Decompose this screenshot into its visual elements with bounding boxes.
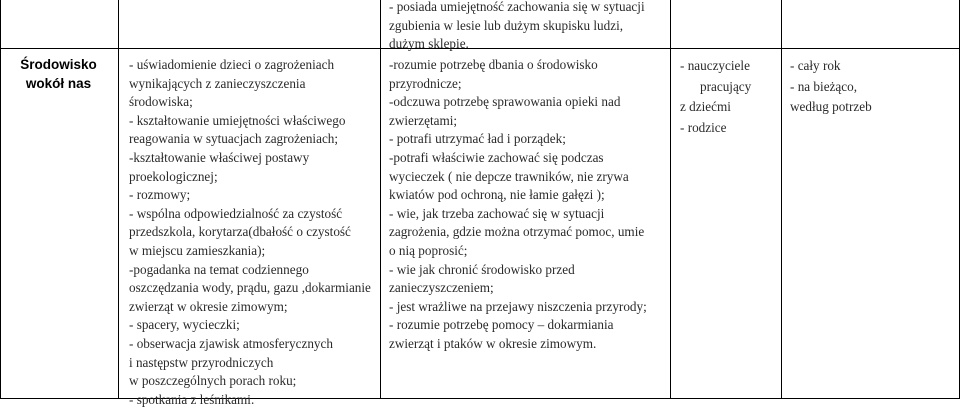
text-line: -pogadanka na temat codziennego: [129, 261, 309, 277]
text-line: zanieczyszczeniem;: [389, 280, 494, 296]
text-line: kwiatów pod ochroną, nie łamie gałęzi );: [389, 187, 605, 203]
text-line: zwierząt i ptaków w okresie zimowym.: [389, 335, 597, 351]
text-line: - kształtowanie umiejętności właściwego: [129, 112, 346, 128]
text-line: - posiada umiejętność zachowania się w sytuacji: [389, 0, 645, 14]
outcomes-cell: [389, 56, 664, 354]
text-line: proekologicznej;: [129, 168, 218, 184]
text-line: - obserwacja zjawisk atmosferycznych: [129, 335, 333, 351]
text-line: - rozumie potrzebę pomocy – dokarmiania: [389, 317, 614, 333]
text-line: zwierząt w okresie zimowym;: [129, 298, 288, 314]
text-line: z dziećmi: [680, 99, 731, 114]
text-line: - spotkania z leśnikami.: [129, 391, 255, 407]
responsible-people-cell: [680, 56, 776, 138]
text-line: przedszkola, korytarza(dbałość o czystość: [129, 224, 351, 240]
text-line: pracujący: [700, 78, 752, 94]
column-divider-1: [118, 0, 119, 399]
text-line: - potrafi utrzymać ład i porządek;: [389, 131, 566, 147]
text-line: - wie, jak trzeba zachować się w sytuacji: [389, 205, 605, 221]
text-line: oszczędzania wody, prądu, gazu ,dokarmianie: [129, 280, 371, 296]
text-line: - rozmowy;: [129, 187, 191, 203]
text-line: -kształtowanie właściwej postawy: [129, 149, 310, 165]
text-line: reagowania w sytuacjach zagrożeniach;: [129, 131, 339, 147]
text-line: - na bieżąco,: [790, 78, 857, 94]
topic-title: wokół nas: [25, 75, 92, 91]
text-line: o nią poprosić;: [389, 242, 468, 258]
column-divider-3: [670, 0, 671, 399]
text-line: w miejscu zamieszkania);: [129, 242, 266, 258]
text-line: - spacery, wycieczki;: [129, 317, 240, 333]
text-line: według potrzeb: [790, 99, 872, 114]
timing-cell: [790, 56, 960, 118]
text-line: - cały rok: [790, 58, 841, 73]
text-line: zgubienia w lesie lub dużym skupisku ludzi,: [389, 17, 624, 33]
text-line: - wspólna odpowiedzialność za czystość: [129, 205, 343, 221]
previous-row-outcomes-cell: [389, 0, 664, 54]
text-line: dużym sklepie.: [389, 36, 469, 52]
text-line: -potrafi właściwie zachować się podczas: [389, 149, 604, 165]
text-line: - uświadomienie dzieci o zagrożeniach: [129, 57, 335, 72]
text-line: i następstw przyrodniczych: [129, 354, 274, 370]
text-line: wynikających z zanieczyszczenia: [129, 75, 306, 91]
text-line: zagrożenia, gdzie można otrzymać pomoc, umie: [389, 224, 645, 240]
topic-cell: [0, 56, 117, 93]
topic-title: Środowisko: [20, 57, 97, 72]
text-line: - nauczyciele: [680, 58, 750, 73]
text-line: przyrodnicze;: [389, 75, 462, 91]
text-line: - rodzice: [680, 119, 727, 135]
column-divider-4: [781, 0, 782, 399]
text-line: -rozumie potrzebę dbania o środowisko: [389, 57, 598, 72]
text-line: - jest wrażliwe na przejawy niszczenia przyrody;: [389, 298, 647, 314]
text-line: zwierzętami;: [389, 112, 458, 128]
text-line: w poszczególnych porach roku;: [129, 373, 297, 389]
column-divider-2: [380, 0, 381, 399]
text-line: - wie jak chronić środowisko przed: [389, 261, 575, 277]
text-line: środowiska;: [129, 94, 193, 110]
text-line: -odczuwa potrzebę sprawowania opieki nad: [389, 94, 621, 110]
goals-cell: [129, 56, 379, 409]
text-line: wycieczek ( nie depcze trawników, nie zrywa: [389, 168, 629, 184]
